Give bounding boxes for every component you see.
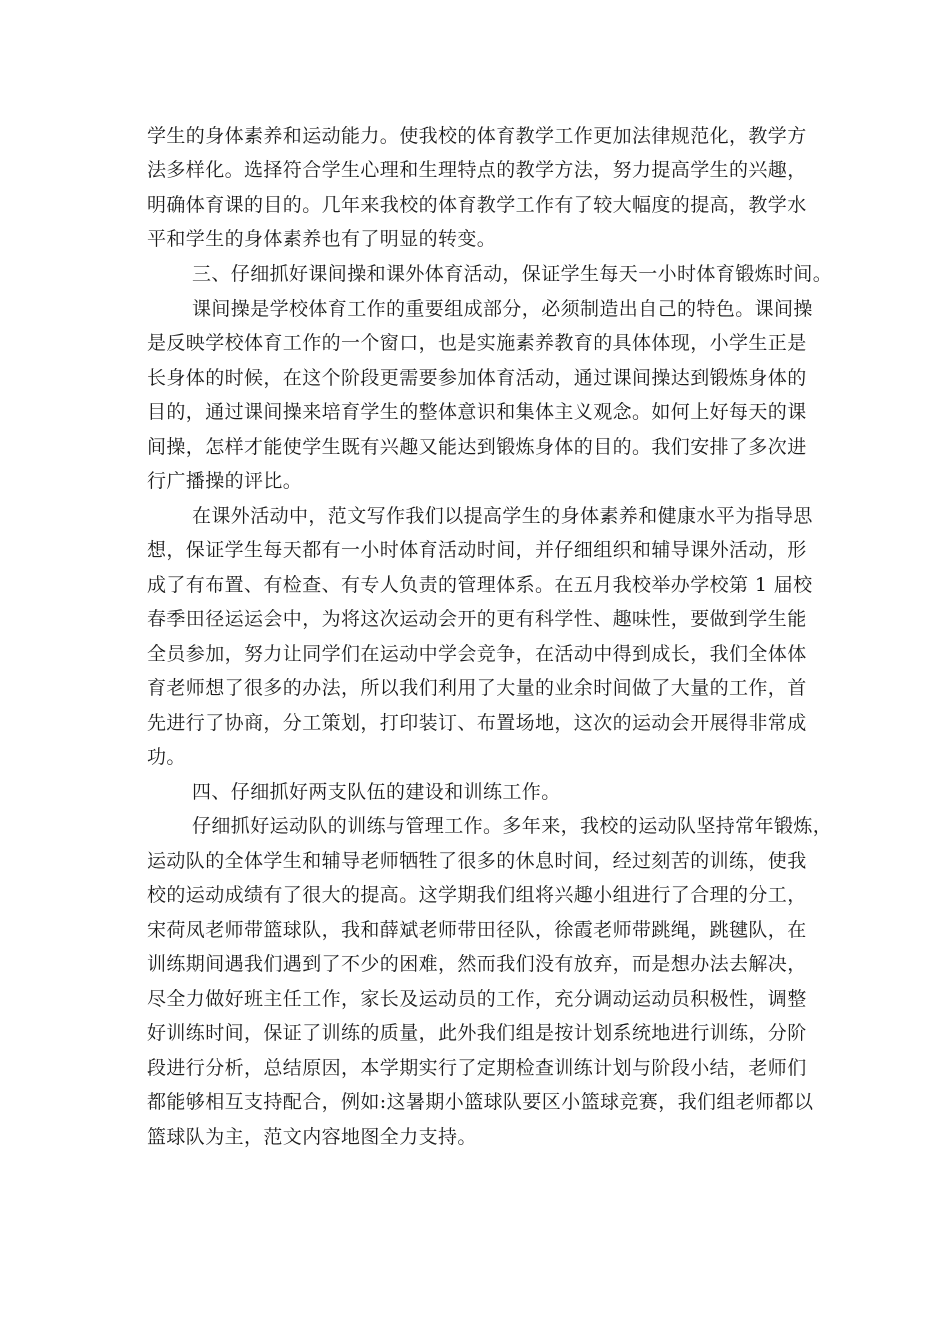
text-line: 功。 xyxy=(147,746,186,768)
paragraph-first-line: 在课外活动中，范文写作我们以提高学生的身体素养和健康水平为指导思 xyxy=(192,505,813,527)
text-line: 全员参加，努力让同学们在运动中学会竞争，在活动中得到成长，我们全体体 xyxy=(147,643,807,665)
text-line: 好训练时间，保证了训练的质量，此外我们组是按计划系统地进行训练，分阶 xyxy=(147,1022,807,1044)
text-line: 运动队的全体学生和辅导老师牺牲了很多的休息时间，经过刻苦的训练，使我 xyxy=(147,850,807,872)
text-line: 是反映学校体育工作的一个窗口，也是实施素养教育的具体体现，小学生正是 xyxy=(147,332,807,354)
text-line: 行广播操的评比。 xyxy=(147,470,303,492)
text-line: 学生的身体素养和运动能力。使我校的体育教学工作更加法律规范化，教学方 xyxy=(147,125,807,147)
text-line: 段进行分析，总结原因，本学期实行了定期检查训练计划与阶段小结，老师们 xyxy=(147,1057,807,1079)
text-line: 篮球队为主，范文内容地图全力支持。 xyxy=(147,1126,477,1148)
text-line: 目的，通过课间操来培育学生的整体意识和集体主义观念。如何上好每天的课 xyxy=(147,401,807,423)
text-line: 想，保证学生每天都有一小时体育活动时间，并仔细组织和辅导课外活动，形 xyxy=(147,539,807,561)
text-line: 宋荷凤老师带篮球队，我和薛斌老师带田径队，徐霞老师带跳绳，跳毽队，在 xyxy=(147,919,807,941)
text-line: 训练期间遇我们遇到了不少的困难，然而我们没有放弃，而是想办法去解决， xyxy=(147,953,807,975)
paragraph-first-line: 仔细抓好运动队的训练与管理工作。多年来，我校的运动队坚持常年锻炼， xyxy=(192,815,833,837)
text-line: 明确体育课的目的。几年来我校的体育教学工作有了较大幅度的提高，教学水 xyxy=(147,194,807,216)
text-line: 校的运动成绩有了很大的提高。这学期我们组将兴趣小组进行了合理的分工， xyxy=(147,884,807,906)
paragraph-first-line: 课间操是学校体育工作的重要组成部分，必须制造出自己的特色。课间操 xyxy=(192,298,813,320)
text-line: 长身体的时候，在这个阶段更需要参加体育活动，通过课间操达到锻炼身体的 xyxy=(147,367,807,389)
text-line: 平和学生的身体素养也有了明显的转变。 xyxy=(147,228,497,250)
section-heading: 四、仔细抓好两支队伍的建设和训练工作。 xyxy=(192,781,561,803)
section-heading: 三、仔细抓好课间操和课外体育活动，保证学生每天一小时体育锻炼时间。 xyxy=(192,263,833,285)
text-line: 成了有布置、有检查、有专人负责的管理体系。在五月我校举办学校第 1 届校 xyxy=(147,574,813,596)
text-line: 育老师想了很多的办法，所以我们利用了大量的业余时间做了大量的工作，首 xyxy=(147,677,807,699)
text-line: 都能够相互支持配合，例如:这暑期小篮球队要区小篮球竞赛，我们组老师都以 xyxy=(147,1091,814,1113)
text-line: 间操，怎样才能使学生既有兴趣又能达到锻炼身体的目的。我们安排了多次进 xyxy=(147,436,807,458)
text-line: 法多样化。选择符合学生心理和生理特点的教学方法，努力提高学生的兴趣， xyxy=(147,159,807,181)
text-line: 尽全力做好班主任工作，家长及运动员的工作，充分调动运动员积极性，调整 xyxy=(147,988,807,1010)
text-line: 春季田径运运会中，为将这次运动会开的更有科学性、趣味性，要做到学生能 xyxy=(147,608,807,630)
text-line: 先进行了协商，分工策划，打印装订、布置场地，这次的运动会开展得非常成 xyxy=(147,712,807,734)
